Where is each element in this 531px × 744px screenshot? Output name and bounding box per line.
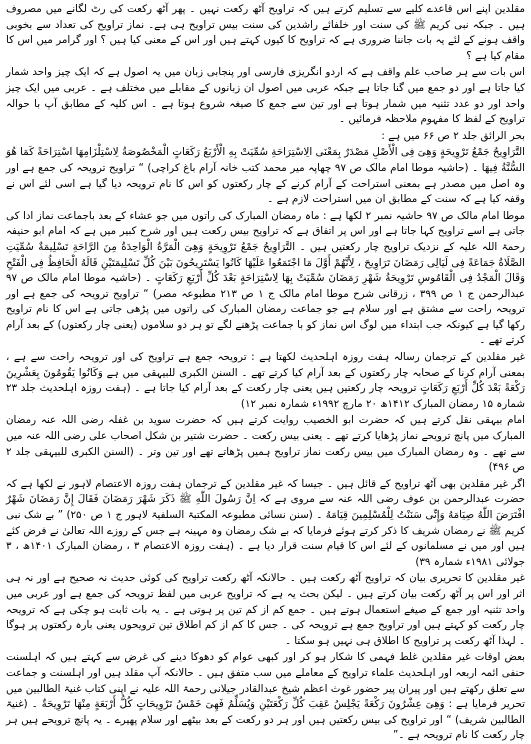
paragraph-argument: غیر مقلدین کا تحریری بیان کہ تراویح آٹھ رکعت ہیں ۔ حالانکہ آٹھ رکعت تراویح کی کوئی حدیث نہ صحیح ہے اور نہ ہی اثر اور اس پر آٹھ رکعت بیان کرتے ہیں ۔ لیکن بحث یہ ہے کہ تراویح عربی میں لفظ ترویحہ کی جمع ہے اور عربی میں واحد تثنیہ اور جمع کے صیغے استعمال ہوتے ہیں ۔ جمع کم از کم تین پر ہوتی ہے ۔ یہ بات ثابت ہو چکی ہے کہ ترویحہ چار رکعت کو کہتے ہیں اور تراویح جمع ہے ترویحہ کی ۔ جس کا کم از کم اطلاق تین ترویحوں یعنی بارہ رکعتوں پر ہوگا ۔ لہذا آٹھ رکعت پر تراویح کا اطلاق ہی نہیں ہو سکتا ۔ xyxy=(6,572,525,647)
paragraph-grammar-rule: اس بات سے ہر صاحب علم واقف ہے کہ اردو انگریزی فارسی اور پنجابی زبان میں یہ اصول ہے کہ ایک چیز واحد شمار کیا جاتا ہے اور دو جمع میں گنا جاتا ہے جبکہ عربی میں اصول ان زبانوں کے مقابلے میں مختلف ہے ۔ عربی میں ایک چیز واحد اور دو عدد تثنیہ میں شمار ہوتا ہے اور تین سے جمع کا صیغہ شروع ہوتا ہے ۔ اس کلیہ کے مطابق آپ با حوالہ تراویح کے لفظ کا مفہوم ملاحظہ فرمائیں ۔ xyxy=(6,66,525,126)
paragraph-intro: مقلدین اپنے اس قاعدے کلیے سے تسلیم کرتے ہیں کہ تراویح آٹھ رکعت نہیں ۔ پھر آٹھ رکعت کی رٹ لگانے میں مصروف ہیں ۔ جبکہ نبی کریم ﷺ کی سنت اور خلفائے راشدین کی سنت بیس تراویح ہی ہے۔ نماز تراویح کی تعداد سے بخوبی واقف ہونے کے لئے یہ بات جاننا ضروری ہے کہ تراویح کا کیوں کہتے ہیں اور اس کے معنی کیا ہیں ؟ اور گرامر میں اس کا مقام کیا ہے ؟ xyxy=(6,3,525,62)
paragraph-muwatta-note: موطا امام مالک ص ۹۷ حاشیہ نمبر ۲ لکھا ہے : ماہ رمضان المبارک کی راتوں میں جو عشاء کے بعد باجماعت نماز ادا کی جاتی ہے اسے تراویح کہا جاتا ہے اور اس پر اتفاق ہے کہ تراویح بیس رکعت ہیں اور شرح کبیر میں ہے کہ امام ابو حنیفہ رحمۃ اللہ علیہ کے نزدیک تراویح چار رکعتیں ہیں ۔ التَّرَاوِیحُ جَمْعُ تَرْوِیحَةٍ وَهِیَ الْمَرَّةُ الْوَاحِدَةُ مِنَ الرَّاحَةِ تَسْلِیمَةٌ سُمِّیَتِ الصَّلَاةُ جَمَاعَةً فِی لَیَالِی رَمَضَانَ تَرَاوِیحَ ، لِأَنَّهُمْ أَوَّلَ مَا اجْتَمَعُوا عَلَیْهَا كَانُوا یَسْتَرِیحُونَ بَیْنَ كُلِّ تَسْلِیمَتَیْنِ قَالَهُ الْحَافِظُ فِی الْفَتْحِ وَقَالَ الْمَجْدُ فِی الْقَامُوسِ تَرْوِیحَةُ شَهْرِ رَمَضَانَ سُمِّیَتْ بِهَا لِاسْتِرَاحَةٍ بَعْدَ كُلِّ أَرْبَعِ رَكَعَاتٍ ۔ (حاشیہ موطا امام مالک ص ۹۷ عبدالرحمن ج ۱ ص ۳۹۹ ، زرقانی شرح موطا امام مالک ج ۱ ص ۲۱۳ مطبوعہ مصر) “ تراویح ترویحہ کی جمع ہے اور ترویحہ راحت سے مشتق ہے اور سلام ہے جو جماعت رمضان المبارک کی راتوں میں پڑھی جاتی ہے اس کا نام تراویح رکھا گیا ہے کیونکہ جب ابتداء میں لوگ اس نماز کو با جماعت پڑھنے لگے تو ہر دو سلاموں (یعنی چار رکعتوں) کے بعد آرام کرتے تھے ۔ xyxy=(6,209,525,347)
paragraph-bahr-quote: التَّرَاوِیحُ جَمْعُ تَرْوِیحَةٍ وَهِیَ فِی الْأَصْلِ مَصْدَرٌ بِمَعْنَی الِاسْتِرَاحَةِ سُمِّیَتْ بِهِ الْأَرْبَعُ رَكَعَاتٍ الْمَخْصُوصَةُ لِاسْتِلْزَامِهَا اسْتِرَاحَةً كَمَا هُوَ السُّنَّةُ فِیهَا ۔ (حاشیہ موطا امام مالک ص ۹۷ چھاپہ میر محمد کتب خانہ آرام باغ کراچی) “ تراویح ترویحہ کی جمع ہے اور وہ اصل میں مصدر ہے بمعنی استراحت کے آرام کرنے کے چار رکعتوں کو اس کا نام ترویحہ دیا گیا ہے اسی لئے اس نے وقفہ کیا ہے کہ سنت کے مطابق ان میں استراحت لازم ہے ۔ xyxy=(6,146,525,206)
section-heading: بحر الرائق جلد ۲ ص ۶۶ میں ہے : xyxy=(381,129,525,142)
paragraph-ghunya: بعض اوقات غیر مقلدین غلط فہمی کا شکار ہو کر اور کبھی عوام کو دھوکا دینے کی غرض سے کہتے ہیں کہ اہلسنت حنفی ائمہ اربعہ اور اہلحدیث علماء تراویح کے معاملے میں سب متفق ہیں ۔ حالانکہ آپ مقلد ہیں اور اہلسنت و جماعت سے تعلق رکھتے ہیں اور پیران پیر حضور غوث اعظم شیخ عبدالقادر جیلانی رحمۃ اللہ علیہ نے اپنی کتاب غنیۃ الطالبین میں تحریر فرمایا ہے : وَهِیَ عِشْرُونَ رَكْعَةً یَجْلِسُ عَقِبَ كُلِّ رَكْعَتَیْنِ وَیُسَلِّمُ فَهِیَ خَمْسُ تَرْوِیحَاتٍ كُلُّ أَرْبَعَةٍ مِنْهَا تَرْوِیحَةٌ ۔ (غنیۃ الطالبین شریف) “ اور تراویح کی بیس رکعتیں ہیں اور ہر دو رکعت کے بعد بیٹھے اور سلام پھیرے ۔ یہ پانچ ترویحے ہیں ہر چار رکعت کا نام ترویحہ ہے ۔” xyxy=(6,651,525,742)
paragraph-ahlehadith-quote: غیر مقلدین کے ترجمان رسالہ ہفت روزہ اہلحدیث لکھتا ہے : ترویحہ جمع ہے تراویح کی اور ترویحہ راحت سے ہے ، بمعنی آرام کرنا کے صحابہ چار رکعتوں کے بعد آرام کیا کرتے تھے ۔ السنن الکبری للبیہقی میں ہے وَكَانُوا یَقُومُونَ بِعَشْرِینَ رَكْعَةً بَعْدَ كُلِّ أَرْبَعِ رَكَعَاتٍ ترویحہ چار رکعتیں ہیں یعنی چار رکعت کے بعد آرام کیا جاتا ہے ۔ (ہفت روزہ اہلحدیث جلد ۲۳ شمارہ ۱۵ رمضان المبارک ۱۴۱۲ھ ۲۰ مارچ ۱۹۹۲ء شمارہ نمبر ۱۲) xyxy=(6,351,525,410)
paragraph-bayhaqi: امام بیہقی نقل کرتے ہیں کہ حضرت ابو الخصیب روایت کرتے ہیں کہ حضرت سوید بن غفلہ رضی اللہ عنہ رمضان المبارک میں پانچ ترویحے نماز پڑھایا کرتے تھے ۔ یعنی بیس رکعت ۔ حضرت شتیر بن شکل اصحاب علی رضی اللہ عنہ میں سے تھے ۔ وہ رمضان المبارک میں بیس رکعت نماز تراویح ہمیں پڑھاتے تھے اور تین وتر ۔ (السنن الکبری للبیہقی جلد ۲ ص ۴۹۶) xyxy=(6,414,525,474)
paragraph-nasai-hadith: اگر غیر مقلدین بھی آٹھ تراویح کے قائل ہیں ۔ جیسا کہ غیر مقلدین کے ترجمان ہفت روزہ الاعتصام لاہور نے لکھا ہے کہ حضرت عبدالرحمن بن عوف رضی اللہ عنہ سے مروی ہے کہ اِنَّ رَسُولَ اللّٰهِ ﷺ ذَكَرَ شَهْرَ رَمَضَانَ فَقَالَ إِنَّ رَمَضَانَ شَهْرٌ افْتَرَضَ اللّٰهُ صِیَامَهُ وَإِنِّی سَنَنْتُ لِلْمُسْلِمِینَ قِیَامَهُ ۔ (سنن نسائی مطبوعہ المکتبۃ السلفیۃ لاہور ج ۱ ص ۲۵۰) ” بے شک نبی کریم ﷺ نے رمضان شریف کا ذکر کرتے ہوئے فرمایا کہ بے شک رمضان وہ مہینہ ہے جس کے روزے اللہ تعالیٰ نے فرض کئے ہیں اور میں نے مسلمانوں کے لئے اس کا قیام سنت قرار دیا ہے ۔ (ہفت روزہ الاعتصام ۳ ، رمضان المبارک ۱۴۰۱ھ ، ۳ جولائی ۱۹۸۱ء شمارہ ۳۹) xyxy=(6,477,525,568)
